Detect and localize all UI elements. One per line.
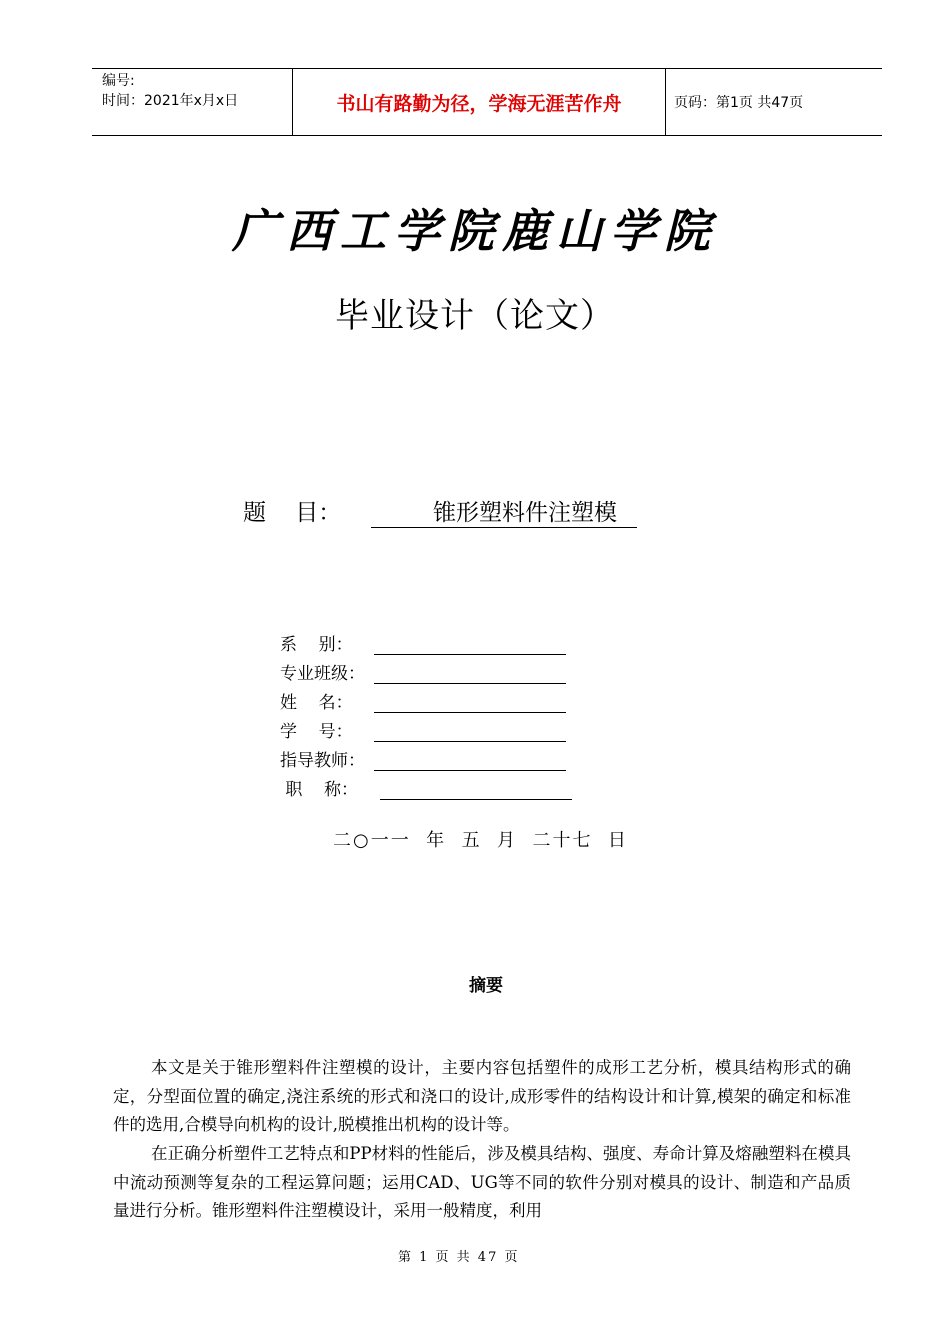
field-label: 学 号： <box>280 722 353 742</box>
field-label: 系 别： <box>280 635 353 655</box>
field-label: 职 称： <box>280 780 359 800</box>
number-label: 编号: <box>102 73 135 89</box>
field-blank-line <box>374 750 566 771</box>
field-row-student-id <box>280 713 572 742</box>
motto-text: 书山有路勤为径，学海无涯苦作舟 <box>336 92 622 115</box>
field-blank-line <box>374 663 566 684</box>
abstract-paragraph-2: 在正确分析塑件工艺特点和PP材料的性能后，涉及模具结构、强度、寿命计算及熔融塑料在模具中流动预测等复杂的工程运算问题；运用CAD、UG等不同的软件分别对模具的设计、制造和产品质量进行分析。锥形塑料件注塑模设计，采用一般精度，利用 <box>113 1144 851 1220</box>
topic-value: 锥形塑料件注塑模 <box>371 494 637 528</box>
page-info-text: 页码：第1页 共47页 <box>674 95 804 111</box>
topic-label: 题 目： <box>243 500 342 526</box>
cover-date: 二○一一 年 五 月 二十七 日 <box>333 830 628 851</box>
thesis-subtitle: 毕业设计（论文） <box>335 296 615 336</box>
field-row-department <box>280 626 572 655</box>
abstract-paragraph-1: 本文是关于锥形塑料件注塑模的设计，主要内容包括塑件的成形工艺分析，模具结构形式的确定，分型面位置的确定,浇注系统的形式和浇口的设计,成形零件的结构设计和计算,模架的确定和标准件的选用,合模导向机构的设计,脱模推出机构的设计等。 <box>113 1058 851 1134</box>
info-fields <box>280 626 572 800</box>
page-footer: 第 1 页 共 47 页 <box>398 1250 520 1265</box>
header-left-cell <box>92 69 293 135</box>
time-label: 时间：2021年x月x日 <box>102 93 239 109</box>
header-table <box>92 68 882 136</box>
field-row-advisor <box>280 742 572 771</box>
page-info-cell <box>666 69 882 135</box>
field-blank-line <box>380 779 572 800</box>
field-row-title <box>280 771 572 800</box>
abstract-title: 摘要 <box>469 976 503 996</box>
school-name: 广西工学院鹿山学院 <box>232 204 718 258</box>
topic-row <box>243 494 637 528</box>
field-label: 指导教师： <box>280 751 365 771</box>
motto-cell <box>293 69 666 135</box>
field-label: 专业班级： <box>280 664 365 684</box>
field-row-name <box>280 684 572 713</box>
field-row-class <box>280 655 572 684</box>
field-blank-line <box>374 634 566 655</box>
field-label: 姓 名： <box>280 693 353 713</box>
field-blank-line <box>374 692 566 713</box>
field-blank-line <box>374 721 566 742</box>
